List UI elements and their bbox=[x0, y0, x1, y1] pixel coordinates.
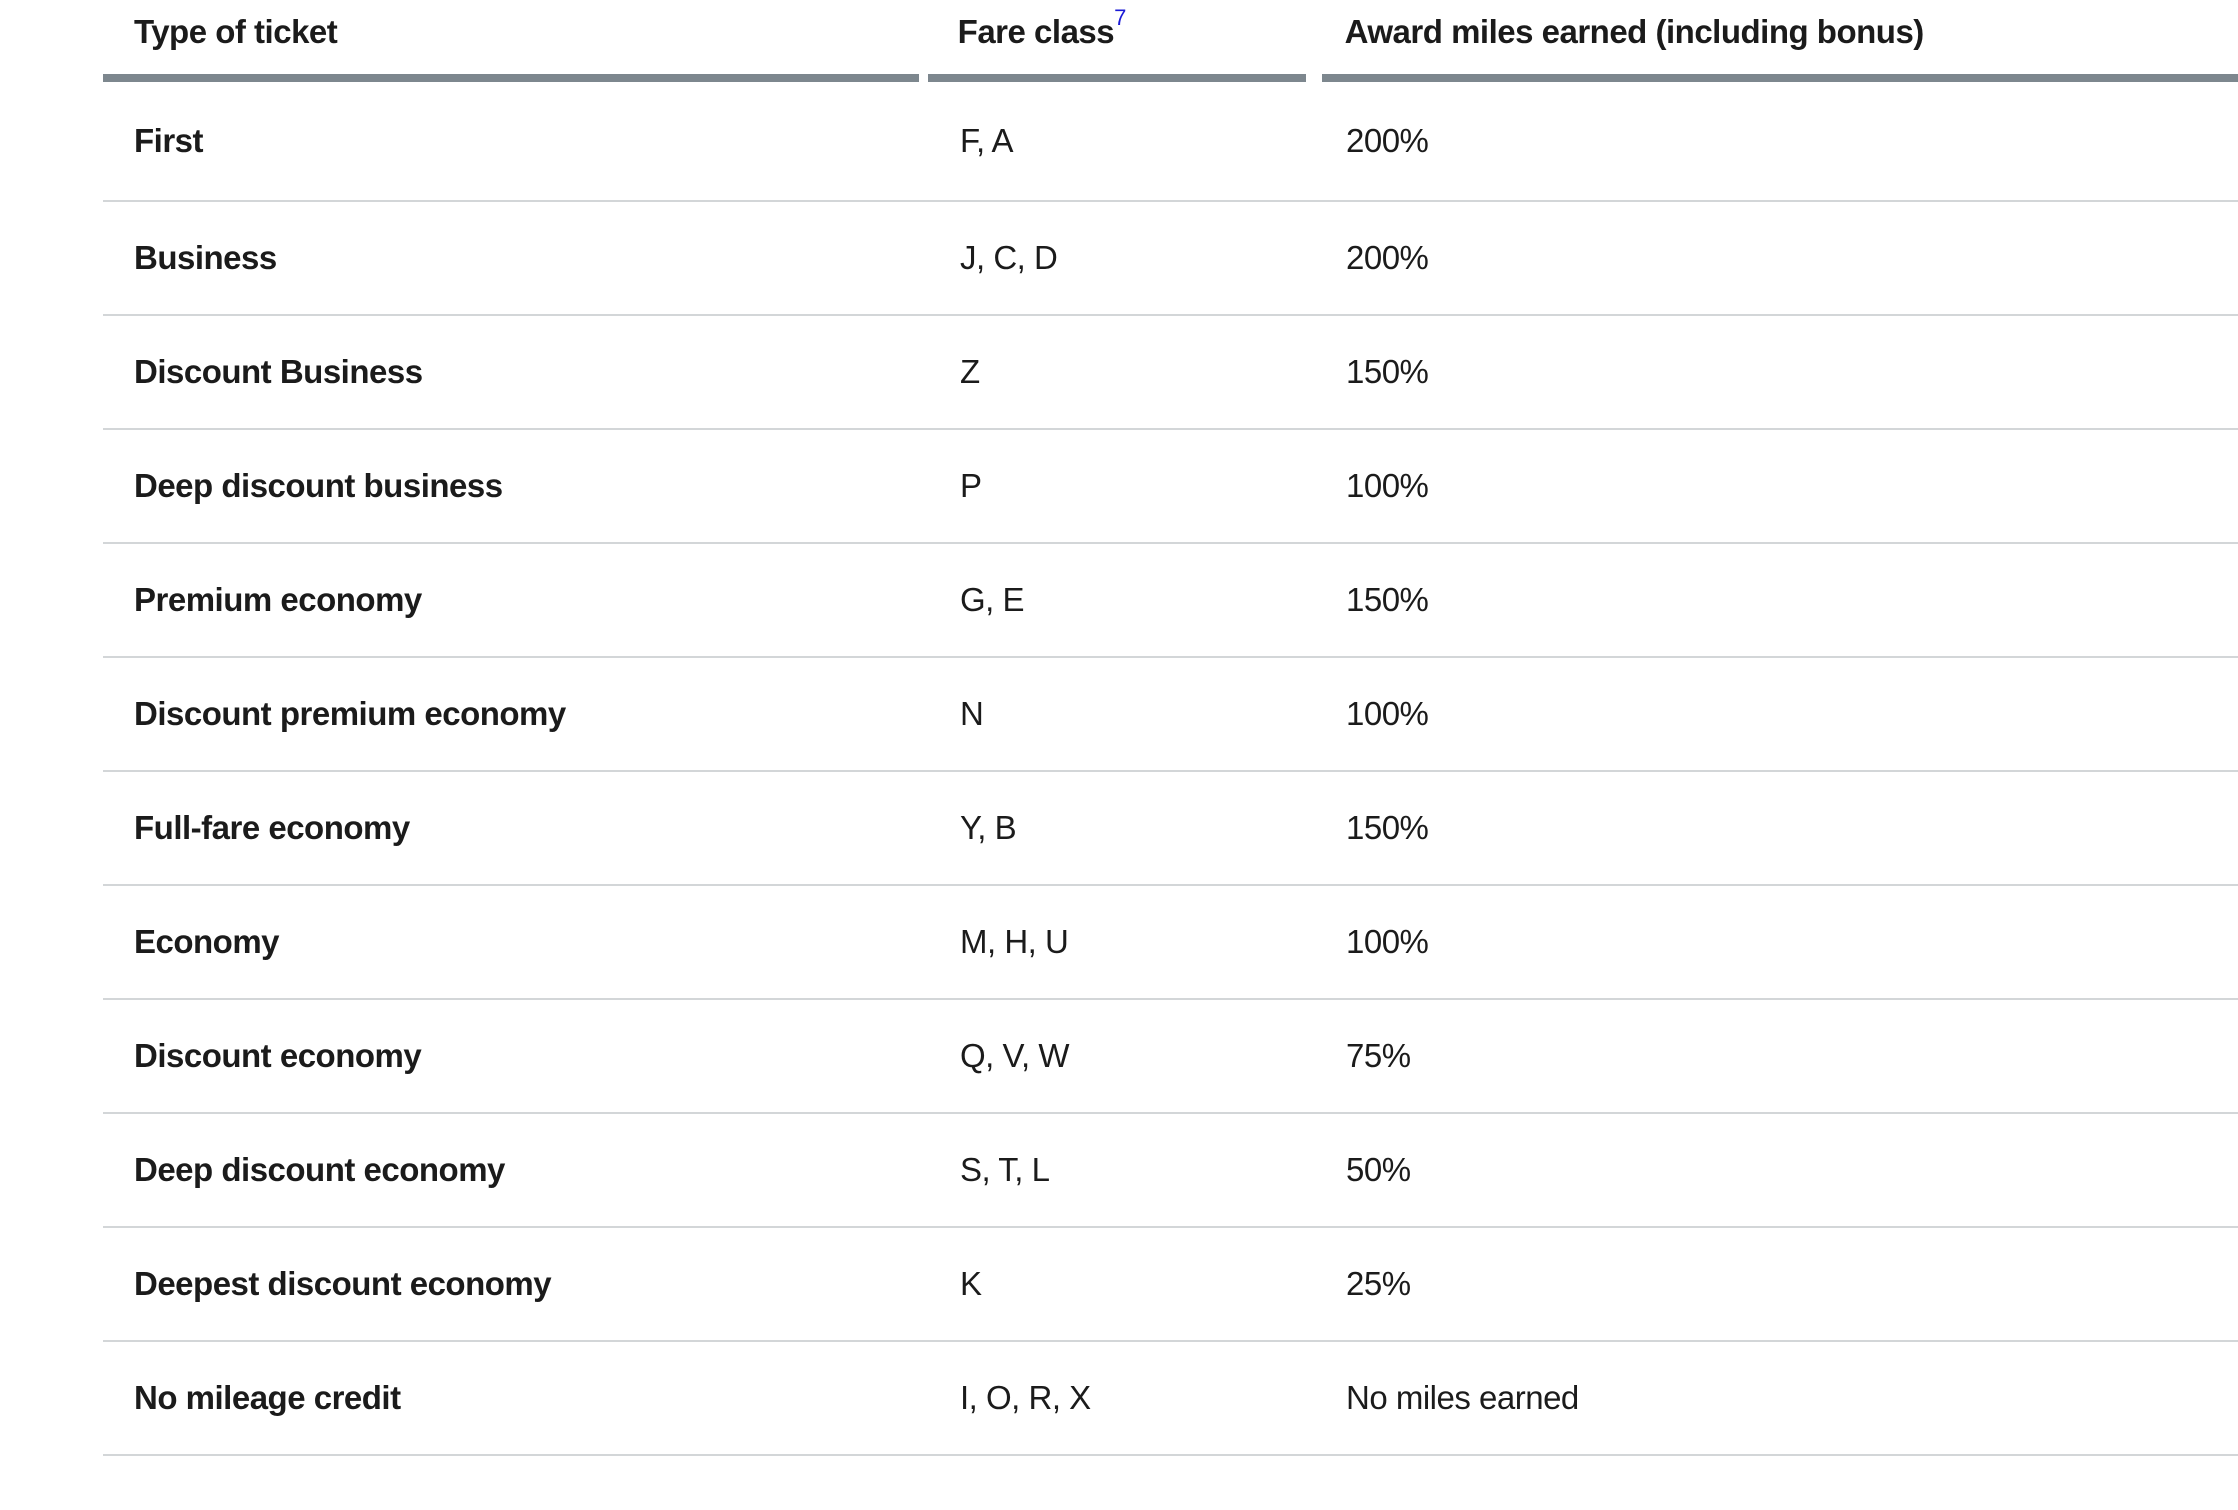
table-row bbox=[103, 658, 2238, 772]
fare-class-table bbox=[103, 0, 2238, 1456]
cell-ticket-type: Business bbox=[134, 239, 277, 276]
table-row bbox=[103, 1000, 2238, 1114]
table-row bbox=[103, 82, 2238, 202]
cell-fare-class: Y, B bbox=[960, 809, 1017, 846]
table-header-row bbox=[103, 0, 2238, 82]
cell-fare-class: G, E bbox=[960, 581, 1025, 618]
cell-ticket-type: Discount Business bbox=[134, 353, 423, 390]
cell-award-miles: 200% bbox=[1346, 239, 1429, 276]
table-row bbox=[103, 772, 2238, 886]
header-fare-class-label: Fare class bbox=[957, 13, 1115, 50]
cell-ticket-type: Discount premium economy bbox=[134, 695, 566, 732]
cell-fare-class: Z bbox=[960, 353, 980, 390]
cell-award-miles: 150% bbox=[1346, 581, 1429, 618]
cell-fare-class: Q, V, W bbox=[960, 1037, 1069, 1074]
header-award-miles bbox=[1322, 0, 2238, 82]
table-row bbox=[103, 430, 2238, 544]
cell-ticket-type: Discount economy bbox=[134, 1037, 422, 1074]
cell-ticket-type: Premium economy bbox=[134, 581, 422, 618]
cell-fare-class: F, A bbox=[960, 122, 1014, 159]
table-row bbox=[103, 202, 2238, 316]
table-row bbox=[103, 544, 2238, 658]
cell-award-miles: 100% bbox=[1346, 467, 1429, 504]
cell-award-miles: 75% bbox=[1346, 1037, 1411, 1074]
cell-award-miles: 100% bbox=[1346, 923, 1429, 960]
cell-fare-class: N bbox=[960, 695, 984, 732]
cell-ticket-type: Deep discount business bbox=[134, 467, 503, 504]
cell-ticket-type: First bbox=[134, 122, 204, 159]
table-body bbox=[103, 82, 2238, 1456]
cell-award-miles: 150% bbox=[1346, 809, 1429, 846]
table-row bbox=[103, 886, 2238, 1000]
table-row bbox=[103, 1228, 2238, 1342]
cell-fare-class: K bbox=[960, 1265, 982, 1302]
footnote-link[interactable]: 7 bbox=[1114, 5, 1126, 30]
cell-award-miles: 25% bbox=[1346, 1265, 1411, 1302]
header-ticket-type-label: Type of ticket bbox=[134, 13, 338, 50]
cell-ticket-type: Deep discount economy bbox=[134, 1151, 505, 1188]
header-award-miles-label: Award miles earned (including bonus) bbox=[1344, 13, 1924, 50]
cell-fare-class: S, T, L bbox=[960, 1151, 1050, 1188]
cell-award-miles: 150% bbox=[1346, 353, 1429, 390]
cell-fare-class: M, H, U bbox=[960, 923, 1069, 960]
cell-fare-class: I, O, R, X bbox=[960, 1379, 1091, 1416]
table-row bbox=[103, 316, 2238, 430]
header-fare-class bbox=[928, 0, 1306, 82]
table-row bbox=[103, 1342, 2238, 1456]
cell-ticket-type: Economy bbox=[134, 923, 280, 960]
header-ticket-type bbox=[103, 0, 919, 82]
cell-ticket-type: Full-fare economy bbox=[134, 809, 410, 846]
cell-fare-class: J, C, D bbox=[960, 239, 1058, 276]
cell-award-miles: 50% bbox=[1346, 1151, 1411, 1188]
cell-award-miles: 200% bbox=[1346, 122, 1429, 159]
cell-award-miles: 100% bbox=[1346, 695, 1429, 732]
table-row bbox=[103, 1114, 2238, 1228]
cell-award-miles: No miles earned bbox=[1346, 1379, 1579, 1416]
cell-fare-class: P bbox=[960, 467, 982, 504]
cell-ticket-type: Deepest discount economy bbox=[134, 1265, 552, 1302]
cell-ticket-type: No mileage credit bbox=[134, 1379, 401, 1416]
